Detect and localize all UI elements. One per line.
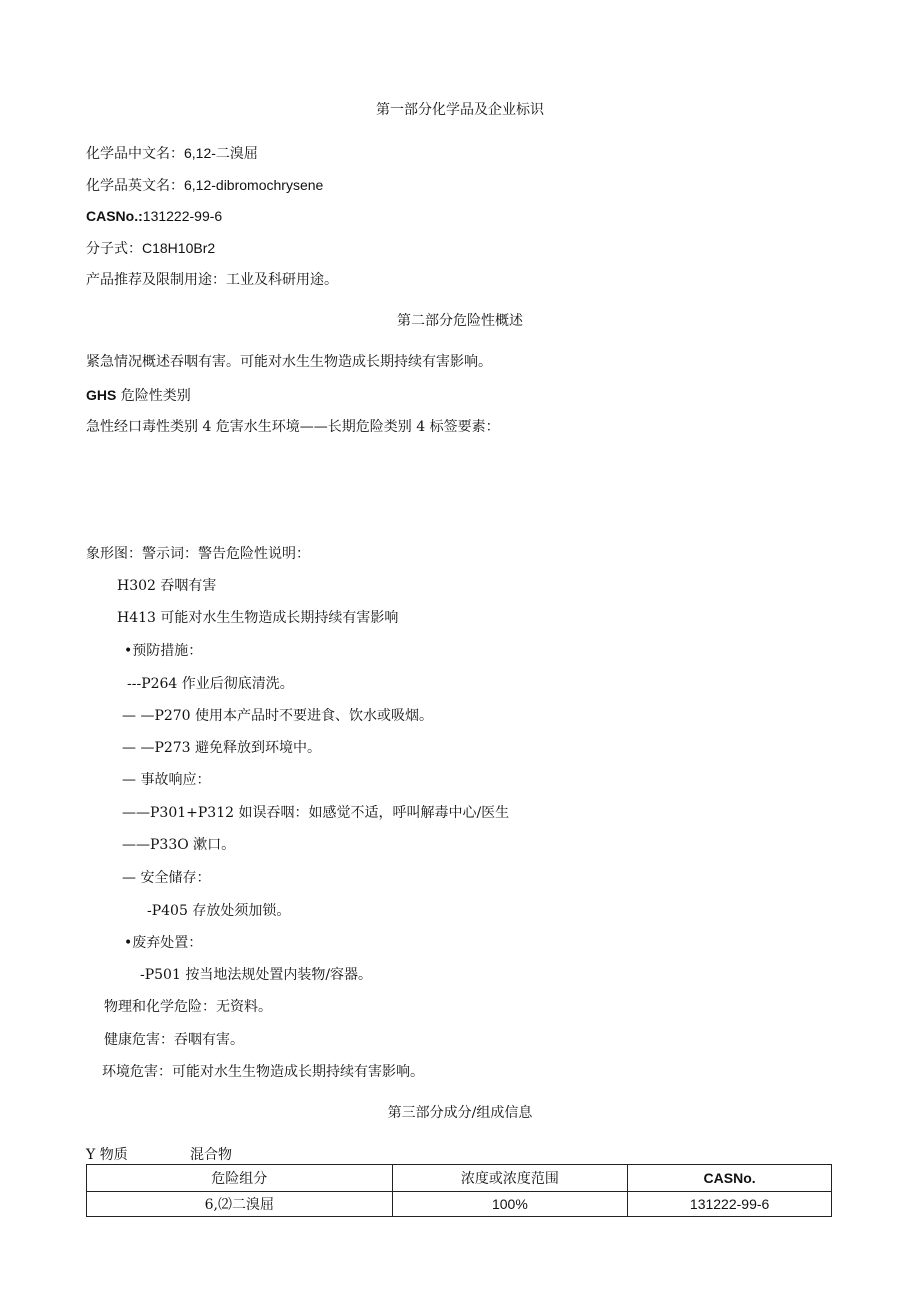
p264-statement: ---P264 作业后彻底清洗。 bbox=[127, 676, 294, 692]
table-header-row bbox=[87, 1165, 832, 1192]
substance-label: Y 物质 bbox=[86, 1147, 128, 1163]
formula-value: C18H10Br2 bbox=[142, 240, 216, 256]
cas-label: CASNo.: bbox=[86, 208, 143, 224]
section-3-title: 第三部分成分/组成信息 bbox=[387, 1105, 533, 1121]
header-concentration: 浓度或浓度范围 bbox=[392, 1165, 628, 1192]
section-2-title: 第二部分危险性概述 bbox=[397, 313, 523, 329]
p270-statement: — —P270 使用本产品时不要进食、饮水或吸烟。 bbox=[122, 708, 434, 724]
ghs-prefix: GHS bbox=[86, 387, 117, 403]
chinese-name-label: 化学品中文名： bbox=[86, 146, 184, 162]
environment-hazard: 环境危害：可能对水生生物造成长期持续有害影响。 bbox=[102, 1064, 424, 1080]
pictogram-line: 象形图：警示词：警告危险性说明： bbox=[86, 546, 310, 562]
chinese-name-value: 6,12-二溴屈 bbox=[184, 145, 258, 161]
cell-component: 6,⑵二溴屈 bbox=[87, 1192, 393, 1217]
hazard-categories: 急性经口毒性类别 4 危害水生环境——长期危险类别 4 标签要素： bbox=[86, 419, 500, 435]
ghs-suffix: 危险性类别 bbox=[120, 388, 191, 404]
p273-statement: — —P273 避免释放到环境中。 bbox=[122, 740, 322, 756]
mixture-label: 混合物 bbox=[190, 1147, 232, 1163]
cell-cas: 131222-99-6 bbox=[628, 1192, 832, 1217]
p330-statement: ——P33O 漱口。 bbox=[122, 837, 236, 853]
emergency-overview: 紧急情况概述吞咽有害。可能对水生生物造成长期持续有害影响。 bbox=[86, 354, 492, 370]
recommended-use: 产品推荐及限制用途：工业及科研用途。 bbox=[86, 272, 338, 288]
cas-row bbox=[86, 207, 222, 225]
p301-statement: ——P301+P312 如误吞咽：如感觉不适，呼叫解毒中心/医生 bbox=[122, 805, 510, 821]
storage-heading: — 安全储存： bbox=[122, 870, 211, 886]
p501-statement: -P501 按当地法规处置内装物/容器。 bbox=[140, 967, 373, 983]
prevention-heading: •预防措施： bbox=[124, 643, 203, 659]
header-component: 危险组分 bbox=[87, 1165, 393, 1192]
cas-value: 131222-99-6 bbox=[142, 208, 223, 224]
h413-statement: H413 可能对水生生物造成长期持续有害影响 bbox=[117, 610, 399, 626]
health-hazard: 健康危害：吞咽有害。 bbox=[104, 1032, 244, 1048]
cell-concentration: 100% bbox=[392, 1192, 628, 1217]
table-row bbox=[87, 1192, 832, 1217]
chinese-name-row bbox=[86, 144, 258, 163]
ghs-heading bbox=[86, 386, 191, 405]
response-heading: — 事故响应： bbox=[122, 772, 211, 788]
english-name-row bbox=[86, 176, 323, 195]
english-name-value: 6,12-dibromochrysene bbox=[184, 177, 324, 193]
h302-statement: H302 吞咽有害 bbox=[117, 578, 217, 594]
disposal-heading: •废弃处置： bbox=[124, 935, 203, 951]
english-name-label: 化学品英文名： bbox=[86, 178, 184, 194]
physchem-hazard: 物理和化学危险：无资料。 bbox=[104, 999, 272, 1015]
formula-label: 分子式： bbox=[86, 241, 142, 257]
p405-statement: -P405 存放处须加锁。 bbox=[147, 903, 291, 919]
section-1-title: 第一部分化学品及企业标识 bbox=[376, 102, 544, 118]
header-cas: CASNo. bbox=[628, 1165, 832, 1192]
formula-row bbox=[86, 239, 215, 258]
composition-table bbox=[86, 1164, 832, 1217]
